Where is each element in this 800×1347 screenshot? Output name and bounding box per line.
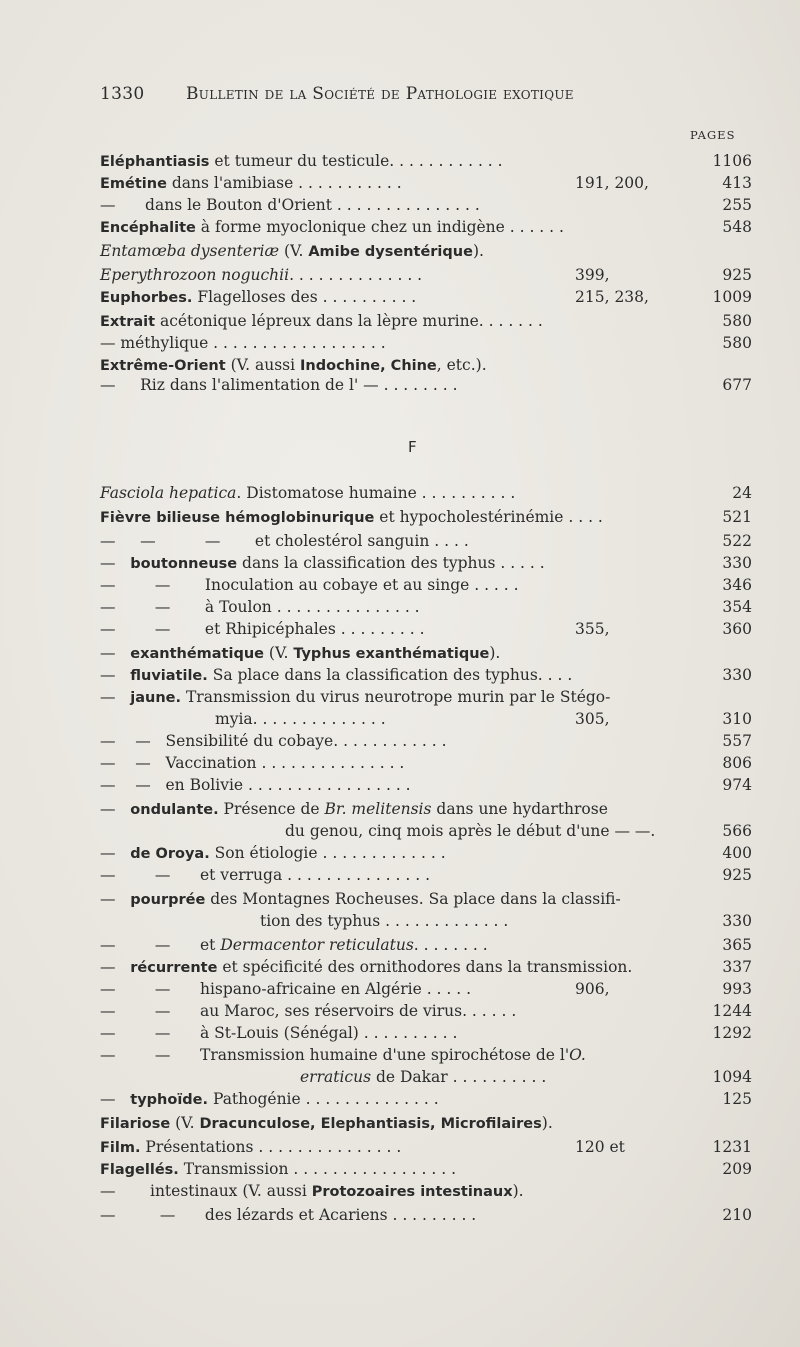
entry-segment: — — — et cholestérol sanguin . . . . <box>100 532 469 550</box>
entry-page-number: 360 <box>722 620 752 638</box>
entry-page-number: 330 <box>722 554 752 572</box>
entry-page-number: 209 <box>722 1160 752 1178</box>
entry-heading: typhoïde. <box>130 1092 209 1108</box>
entry-text <box>100 642 500 665</box>
entry-segment: ). <box>512 1182 524 1200</box>
index-entry <box>0 934 760 956</box>
entry-text <box>100 286 416 309</box>
entry-segment: — <box>100 688 131 706</box>
running-head <box>100 84 660 104</box>
entry-segment: — <box>100 644 131 662</box>
entry-segment: — <box>100 800 131 818</box>
entry-segment: Pathogénie . . . . . . . . . . . . . . <box>208 1090 439 1108</box>
index-entry <box>0 1066 760 1088</box>
entry-page-number: 580 <box>722 312 752 330</box>
entry-heading: Flagellés. <box>100 1162 179 1178</box>
entry-segment: — <box>100 554 131 572</box>
entry-text <box>100 1204 476 1226</box>
index-entry <box>0 596 760 618</box>
entry-text <box>100 774 411 796</box>
entry-extra-pages: 215, 238, <box>575 288 649 306</box>
entry-segment: Transmission du virus neurotrope murin par le Stégo- <box>181 688 611 706</box>
entry-text <box>100 798 608 821</box>
entry-segment: — <box>100 666 131 684</box>
entry-text <box>100 956 632 979</box>
entry-page-number: 210 <box>722 1206 752 1224</box>
index-entry <box>0 1088 760 1110</box>
entry-segment: tion des typhus . . . . . . . . . . . . . <box>260 912 509 930</box>
index-entry <box>0 310 760 332</box>
entry-segment: — — Vaccination . . . . . . . . . . . . . . . <box>100 754 405 772</box>
entry-page-number: 310 <box>722 710 752 728</box>
entry-segment: — — Transmission humaine d'une spirochétose de l' <box>100 1046 570 1064</box>
entry-text <box>100 730 447 752</box>
entry-text <box>100 374 458 396</box>
entry-italic-term: Dermacentor reticulatus <box>220 936 414 954</box>
entry-segment: . . . . . . . . . . . . . . <box>289 266 423 284</box>
entry-text <box>100 240 484 263</box>
index-entry <box>0 216 760 238</box>
index-entry <box>0 530 760 552</box>
entry-extra-pages: 355, <box>575 620 610 638</box>
entry-segment: — dans le Bouton d'Orient . . . . . . . . . . . . . . . <box>100 196 480 214</box>
entry-text <box>100 864 430 886</box>
entry-segment: — — et verruga . . . . . . . . . . . . . . . <box>100 866 431 884</box>
entry-segment: dans la classification des typhus . . . . . <box>237 554 545 572</box>
entry-segment: Son étiologie . . . . . . . . . . . . . <box>209 844 446 862</box>
entry-segment: — — au Maroc, ses réservoirs de virus. . . . . . <box>100 1002 517 1020</box>
entry-segment: — — en Bolivie . . . . . . . . . . . . . . . . . <box>100 776 411 794</box>
entry-segment: — <box>100 1090 131 1108</box>
index-entry <box>0 150 760 172</box>
entry-heading: pourprée <box>130 892 206 908</box>
entry-text <box>100 596 420 618</box>
index-entry <box>0 618 760 640</box>
entry-segment: (V. <box>264 644 294 662</box>
entry-text <box>100 888 621 911</box>
entry-segment: . Distomatose humaine . . . . . . . . . . <box>236 484 516 502</box>
entry-page-number: 1244 <box>712 1002 752 1020</box>
entry-segment: — <box>100 844 131 862</box>
entry-heading: jaune. <box>130 690 182 706</box>
entry-heading: Typhus exanthématique <box>293 646 490 662</box>
entry-segment: dans l'amibiase . . . . . . . . . . . <box>166 174 402 192</box>
entry-heading: Fièvre bilieuse hémoglobinurique <box>100 510 375 526</box>
entry-page-number: 354 <box>722 598 752 616</box>
index-entry <box>0 332 760 354</box>
entry-text <box>100 934 488 956</box>
entry-segment: — Riz dans l'alimentation de l' — . . . . . . . . <box>100 376 458 394</box>
entry-heading: Indochine, Chine <box>300 358 437 374</box>
entry-segment: — — à St-Louis (Sénégal) . . . . . . . . . . <box>100 1024 458 1042</box>
entry-heading: ondulante. <box>130 802 219 818</box>
entry-text <box>100 752 404 774</box>
entry-segment: (V. <box>170 1114 200 1132</box>
index-entry <box>0 1136 760 1158</box>
entry-segment: Sa place dans la classification des typhus. . . . <box>207 666 573 684</box>
entry-italic-term: erraticus <box>300 1068 372 1086</box>
entry-heading: Filariose <box>100 1116 171 1132</box>
entry-segment: — — et Rhipicéphales . . . . . . . . . <box>100 620 425 638</box>
entry-segment: ). <box>472 242 484 260</box>
entry-segment: de Dakar . . . . . . . . . . <box>371 1068 547 1086</box>
index-entry <box>0 286 760 308</box>
index-entry <box>0 910 760 932</box>
entry-text <box>100 552 545 575</box>
entry-segment: — — hispano-africaine en Algérie . . . . . <box>100 980 472 998</box>
entry-segment: — — et <box>100 936 221 954</box>
index-entry <box>0 842 760 864</box>
entry-heading: Film. <box>100 1140 141 1156</box>
entry-page-number: 400 <box>722 844 752 862</box>
entry-segment: — <box>100 890 131 908</box>
entry-page-number: 993 <box>722 980 752 998</box>
entry-page-number: 346 <box>722 576 752 594</box>
entry-segment: à forme myoclonique chez un indigène . . . . . . <box>195 218 564 236</box>
entry-text <box>100 1158 456 1181</box>
entry-page-number: 413 <box>722 174 752 192</box>
index-entry <box>0 1204 760 1226</box>
entry-page-number: 1292 <box>712 1024 752 1042</box>
entry-page-number: 330 <box>722 912 752 930</box>
entry-heading: Amibe dysentérique <box>308 244 473 260</box>
entry-segment: et hypocholestérinémie . . . . <box>374 508 603 526</box>
pages-column-label: PAGES <box>690 128 736 142</box>
entry-heading: Euphorbes. <box>100 290 193 306</box>
entry-text <box>100 842 446 865</box>
entry-page-number: 522 <box>722 532 752 550</box>
page-number: 1330 <box>100 84 145 104</box>
entry-text <box>100 332 386 354</box>
entry-page-number: 337 <box>722 958 752 976</box>
index-entry <box>0 1112 760 1134</box>
entry-segment: — <box>100 958 131 976</box>
index-entry <box>0 240 760 262</box>
entry-page-number: 365 <box>722 936 752 954</box>
entry-segment: acétonique lépreux dans la lèpre murine. . . . . . . <box>155 312 543 330</box>
entry-page-number: 806 <box>722 754 752 772</box>
index-entry <box>0 664 760 686</box>
entry-segment: (V. <box>279 242 309 260</box>
entry-page-number: 925 <box>722 266 752 284</box>
index-entry <box>0 1044 760 1066</box>
index-entry <box>0 752 760 774</box>
entry-page-number: 1231 <box>712 1138 752 1156</box>
index-entry <box>0 172 760 194</box>
entry-extra-pages: 191, 200, <box>575 174 649 192</box>
entry-segment: Présence de <box>218 800 325 818</box>
entry-heading: récurrente <box>130 960 218 976</box>
index-entry <box>0 194 760 216</box>
index-entry <box>0 482 760 504</box>
entry-segment: Transmission . . . . . . . . . . . . . . . . . <box>178 1160 457 1178</box>
entry-extra-pages: 399, <box>575 266 610 284</box>
entry-text <box>100 1180 524 1203</box>
entry-page-number: 974 <box>722 776 752 794</box>
index-entry <box>0 264 760 286</box>
entry-heading: Extrême-Orient <box>100 358 226 374</box>
entry-text <box>100 574 519 596</box>
entry-page-number: 677 <box>722 376 752 394</box>
entry-page-number: 580 <box>722 334 752 352</box>
entry-text <box>100 1136 401 1159</box>
index-entry <box>0 506 760 528</box>
entry-heading: Emétine <box>100 176 167 192</box>
entry-segment: . . . . . . . . <box>413 936 488 954</box>
index-entry <box>0 774 760 796</box>
entry-heading: Encéphalite <box>100 220 196 236</box>
entry-page-number: 1106 <box>712 152 752 170</box>
entry-text <box>100 506 603 529</box>
entry-heading: de Oroya. <box>130 846 210 862</box>
entry-text <box>100 530 469 552</box>
entry-segment: ). <box>541 1114 553 1132</box>
entry-text <box>285 820 655 842</box>
section-letter: F <box>408 438 417 456</box>
entry-text <box>100 664 572 687</box>
entry-page-number: 925 <box>722 866 752 884</box>
index-entry <box>0 354 760 376</box>
running-title: Bulletin de la Société de Pathologie exotique <box>186 84 574 104</box>
entry-text <box>260 910 508 932</box>
index-entry <box>0 978 760 1000</box>
index-entry <box>0 1158 760 1180</box>
entry-page-number: 521 <box>722 508 752 526</box>
entry-segment: dans une hydarthrose <box>431 800 608 818</box>
index-entry <box>0 574 760 596</box>
entry-segment: , etc.). <box>436 356 487 374</box>
entry-text <box>100 172 402 195</box>
entry-italic-term: Eperythrozoon noguchii <box>100 266 290 284</box>
index-entry <box>0 1022 760 1044</box>
entry-segment: du genou, cinq mois après le début d'une — —. <box>285 822 656 840</box>
entry-segment: — — Sensibilité du cobaye. . . . . . . . . . . . <box>100 732 447 750</box>
entry-italic-term: Entamœba dysenteriæ <box>100 242 280 260</box>
index-entry <box>0 730 760 752</box>
entry-text <box>100 264 422 286</box>
entry-page-number: 548 <box>722 218 752 236</box>
entry-page-number: 330 <box>722 666 752 684</box>
entry-extra-pages: 305, <box>575 710 610 728</box>
index-entry <box>0 552 760 574</box>
entry-segment: Présentations . . . . . . . . . . . . . . . <box>140 1138 402 1156</box>
entry-text <box>100 150 503 173</box>
index-entry <box>0 798 760 820</box>
entry-segment: Flagelloses des . . . . . . . . . . <box>192 288 417 306</box>
entry-italic-term: Fasciola hepatica <box>100 484 237 502</box>
entry-text <box>100 1112 553 1135</box>
entry-text <box>215 708 386 730</box>
index-entry <box>0 686 760 708</box>
entry-text <box>100 1022 457 1044</box>
entry-text <box>100 686 610 709</box>
entry-page-number: 24 <box>732 484 752 502</box>
entry-text <box>300 1066 546 1088</box>
entry-page-number: 1094 <box>712 1068 752 1086</box>
entry-heading: Eléphantiasis <box>100 154 210 170</box>
entry-text <box>100 482 515 504</box>
index-entry <box>0 820 760 842</box>
entry-segment: (V. aussi <box>225 356 301 374</box>
entry-segment: ). <box>489 644 501 662</box>
index-entry <box>0 864 760 886</box>
entry-heading: Dracunculose, Elephantiasis, Microfilaires <box>199 1116 542 1132</box>
entry-extra-pages: 906, <box>575 980 610 998</box>
index-entry <box>0 1000 760 1022</box>
entry-heading: Protozoaires intestinaux <box>311 1184 513 1200</box>
entry-segment: et spécificité des ornithodores dans la transmission. <box>217 958 633 976</box>
entry-segment: — — Inoculation au cobaye et au singe . . . . . <box>100 576 519 594</box>
entry-heading: Extrait <box>100 314 156 330</box>
index-entry <box>0 1180 760 1202</box>
entry-segment: — méthylique . . . . . . . . . . . . . . . . . . <box>100 334 386 352</box>
index-entry <box>0 642 760 664</box>
entry-segment: myia. . . . . . . . . . . . . . <box>215 710 386 728</box>
entry-segment: — — des lézards et Acariens . . . . . . . . . <box>100 1206 477 1224</box>
entry-text <box>100 194 480 216</box>
entry-segment: — — à Toulon . . . . . . . . . . . . . . . <box>100 598 420 616</box>
index-entry <box>0 888 760 910</box>
entry-segment: — intestinaux (V. aussi <box>100 1182 312 1200</box>
index-entry <box>0 374 760 396</box>
entry-segment: des Montagnes Rocheuses. Sa place dans la classifi- <box>205 890 621 908</box>
entry-page-number: 566 <box>722 822 752 840</box>
entry-heading: boutonneuse <box>130 556 238 572</box>
entry-text <box>100 978 471 1000</box>
entry-heading: fluviatile. <box>130 668 208 684</box>
entry-page-number: 125 <box>722 1090 752 1108</box>
entry-text <box>100 1088 439 1111</box>
entry-italic-term: Br. melitensis <box>324 800 432 818</box>
index-entry <box>0 956 760 978</box>
entry-text <box>100 216 564 239</box>
index-entry <box>0 708 760 730</box>
entry-heading: exanthématique <box>130 646 264 662</box>
entry-text <box>100 1000 516 1022</box>
entry-text <box>100 618 425 640</box>
entry-segment: et tumeur du testicule. . . . . . . . . . . . <box>209 152 503 170</box>
entry-text <box>100 1044 586 1066</box>
entry-extra-pages: 120 et <box>575 1138 625 1156</box>
entry-text <box>100 310 543 333</box>
entry-italic-term: O. <box>569 1046 586 1064</box>
entry-page-number: 1009 <box>712 288 752 306</box>
entry-page-number: 255 <box>722 196 752 214</box>
entry-page-number: 557 <box>722 732 752 750</box>
